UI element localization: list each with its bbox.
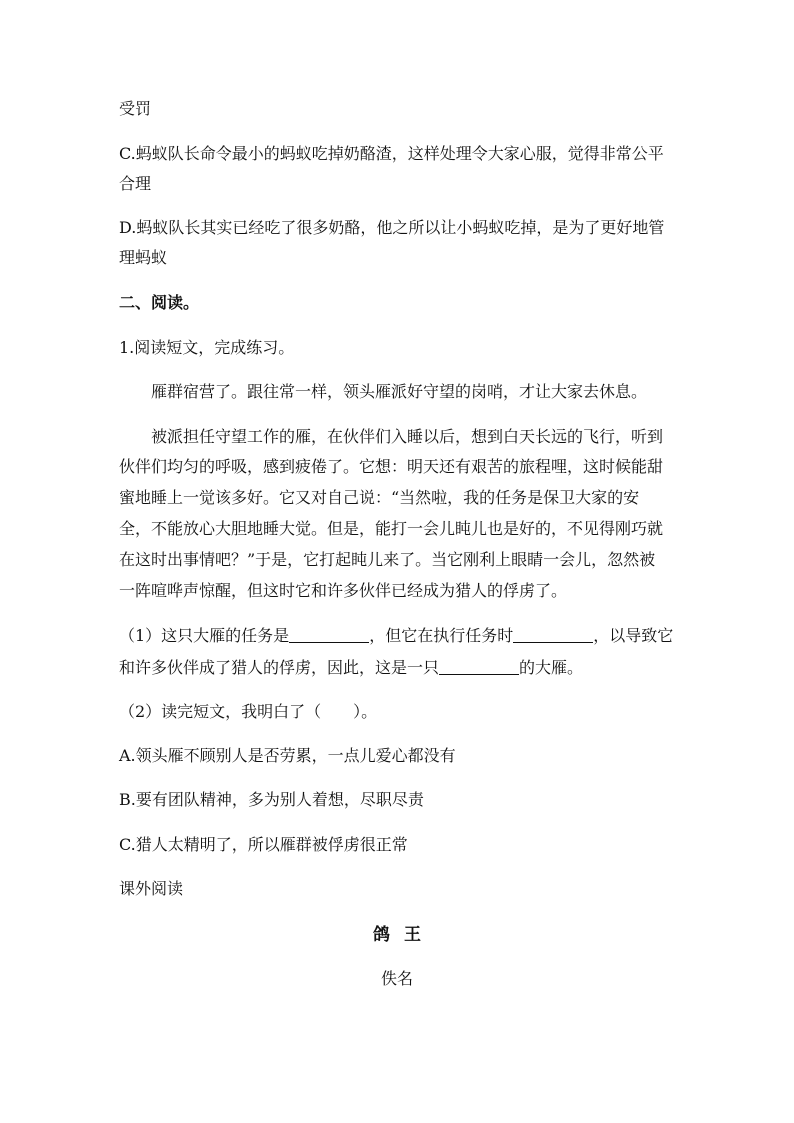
text-line: 理蚂蚁	[119, 248, 168, 267]
text-line: 合理	[119, 174, 152, 193]
passage-line: 在这时出事情吧？”于是，它打起盹儿来了。当它刚利上眼睛一会儿，忽然被	[119, 550, 656, 569]
option-b: B.要有团队精神，多为别人着想，尽职尽责	[119, 790, 424, 809]
answer-blank[interactable]	[513, 626, 593, 643]
sub-question-1: （1）这只大雁的任务是 ，但它在执行任务时 ，以导致它	[119, 626, 674, 645]
option-d-previous: D.蚂蚁队长其实已经吃了很多奶酪，他之所以让小蚂蚁吃掉，是为了更好地管	[119, 218, 665, 237]
answer-blank[interactable]	[289, 626, 369, 643]
passage-line: 一阵喧哗声惊醒，但这时它和许多伙伴已经成为猎人的俘虏了。	[119, 581, 568, 600]
article-author: 佚名	[380, 969, 413, 988]
extra-reading-label: 课外阅读	[119, 879, 184, 898]
passage-line: 蜜地睡上一觉该多好。它又对自己说：“当然啦，我的任务是保卫大家的安	[119, 488, 640, 507]
passage-paragraph-2: 被派担任守望工作的雁，在伙伴们入睡以后，想到白天长远的飞行，听到	[151, 427, 664, 446]
sub-question-2: （2）读完短文，我明白了（ ）。	[119, 702, 378, 721]
passage-paragraph-1: 雁群宿营了。跟往常一样，领头雁派好守望的岗哨，才让大家去休息。	[151, 382, 648, 401]
passage-line: 全，不能放心大胆地睡大觉。但是，能打一会儿盹儿也是好的，不见得刚巧就	[119, 519, 664, 538]
option-c: C.猎人太精明了，所以雁群被俘虏很正常	[119, 835, 408, 854]
answer-blank[interactable]	[439, 658, 519, 675]
option-c-previous: C.蚂蚁队长命令最小的蚂蚁吃掉奶酪渣，这样处理令大家心服，觉得非常公平	[119, 144, 664, 163]
article-title: 鸽王	[373, 925, 435, 945]
sub-question-1-cont: 和许多伙伴成了猎人的俘虏，因此，这是一只 的大雁。	[119, 658, 584, 677]
question-1: 1.阅读短文，完成练习。	[119, 338, 295, 357]
section-heading: 二、阅读。	[119, 293, 200, 312]
option-a: A.领头雁不顾别人是否劳累，一点儿爱心都没有	[119, 746, 456, 765]
passage-line: 伙伴们均匀的呼吸，感到疲倦了。它想：明天还有艰苦的旅程哩，这时候能甜	[119, 457, 664, 476]
text-line: 受罚	[119, 99, 152, 118]
